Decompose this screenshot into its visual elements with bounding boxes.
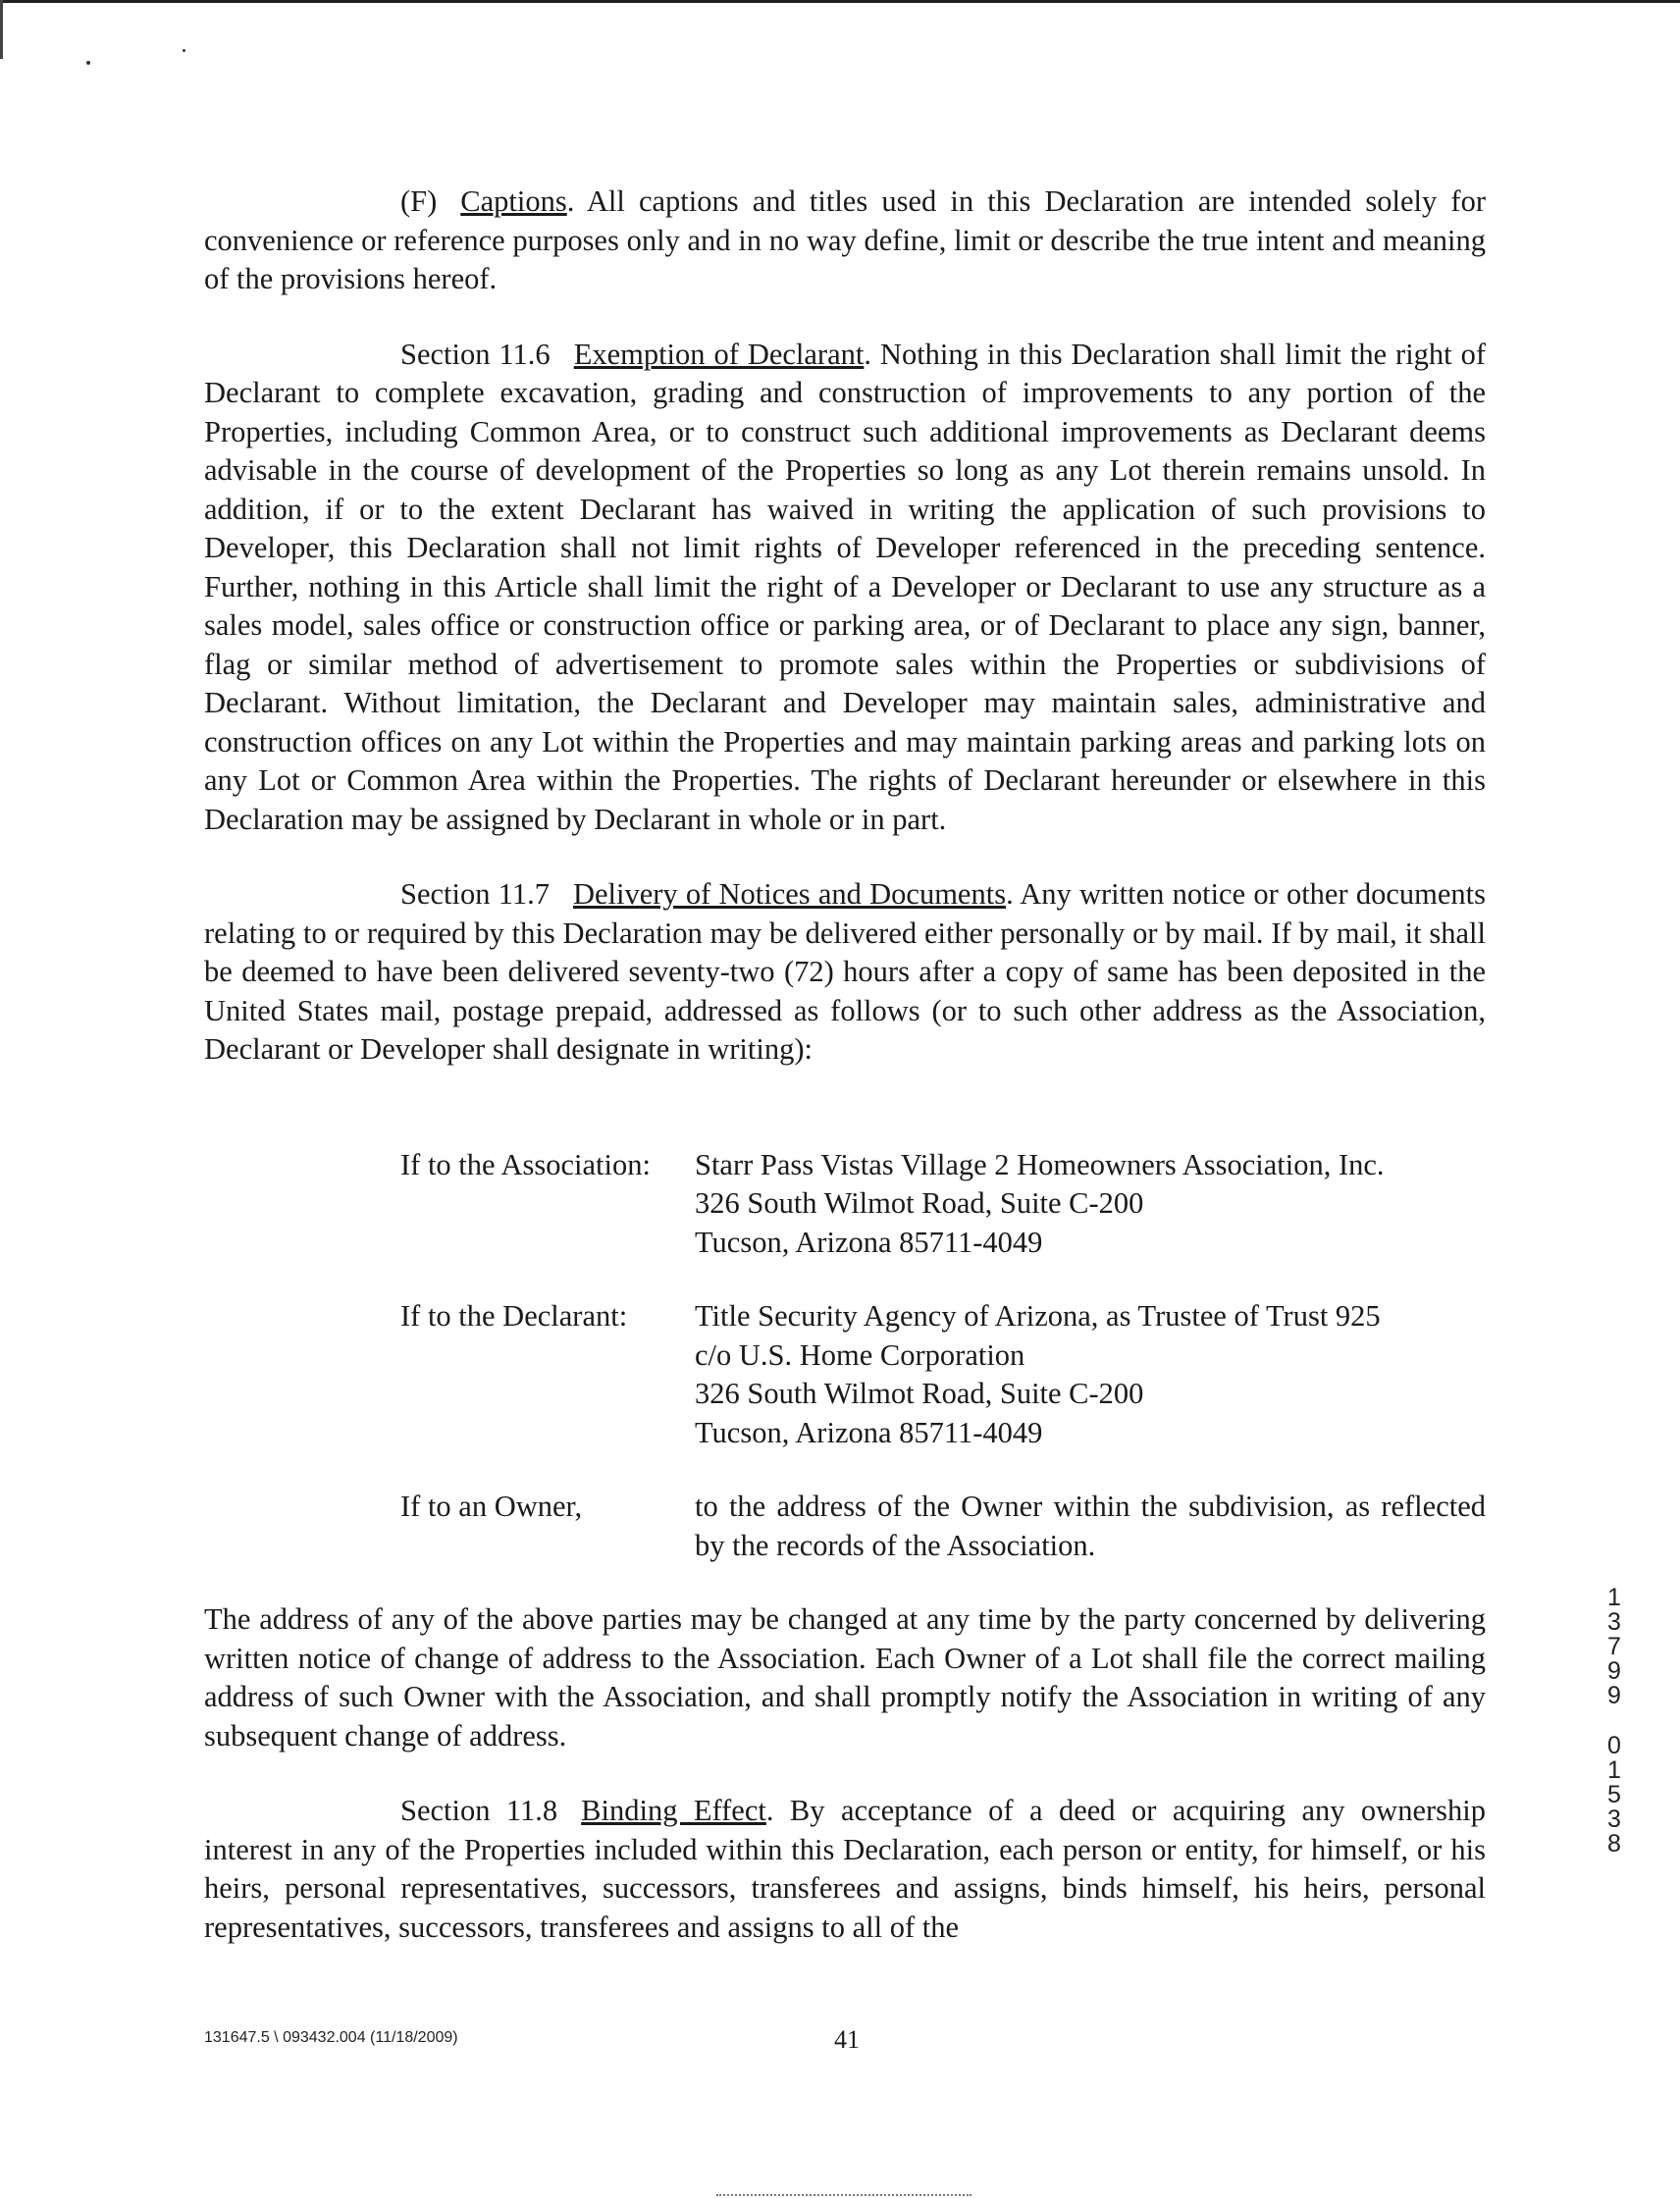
paragraph-address-change: The address of any of the above parties may be changed at any time by the party concerned by delivering written notice of change of address to the Association. Each Owner of a Lot shall file the correct mailing address of such Owner with the Association, and shall promptly notify the Association in writing of any subsequent change of address. — [204, 1602, 1486, 1753]
address-declarant-label: If to the Declarant: — [400, 1299, 628, 1333]
stamp-digit: 9 — [1607, 1657, 1621, 1685]
stamp-digit: 9 — [1607, 1682, 1621, 1709]
section-11-6-number: Section 11.6 — [400, 337, 551, 371]
stamp-digit: 0 — [1607, 1732, 1621, 1759]
captions-marker: (F) — [400, 184, 438, 218]
stamp-gap — [1598, 1708, 1631, 1734]
scan-left-edge — [0, 0, 3, 59]
address-owner-label: If to an Owner, — [400, 1490, 583, 1523]
section-11-7-number: Section 11.7 — [400, 877, 550, 911]
section-11-8-heading: Binding Effect — [581, 1794, 766, 1827]
scan-top-border — [0, 0, 1680, 3]
footer-reference: 131647.5 \ 093432.004 (11/18/2009) — [204, 2029, 458, 2046]
document-body — [204, 183, 1486, 1947]
address-line: Tucson, Arizona 85711-4049 — [695, 1415, 1043, 1449]
section-11-8-text: . By acceptance of a deed or acquiring any ownership interest in any of the Properties included within this Declaration, each person or entity, for himself, or his heirs, personal representatives, successors, transferees and assigns, binds himself, his heirs, personal representatives, successors, transferees and assigns to all of the — [204, 1794, 1486, 1944]
address-association-label: If to the Association: — [400, 1147, 651, 1181]
address-line: Starr Pass Vistas Village 2 Homeowners Association, Inc. — [695, 1147, 1385, 1181]
stamp-digit: 1 — [1607, 1584, 1621, 1611]
paragraph-section-11-8 — [204, 1792, 1486, 1947]
address-owner — [400, 1488, 1486, 1565]
address-association — [400, 1146, 1486, 1263]
scan-speck — [183, 49, 185, 52]
captions-heading: Captions — [460, 184, 567, 218]
address-line: c/o U.S. Home Corporation — [695, 1337, 1025, 1372]
paragraph-section-11-6 — [204, 336, 1486, 840]
scan-speck — [86, 61, 90, 65]
section-11-6-text: . Nothing in this Declaration shall limit the right of Declarant to complete excavation, grading and construction of improvements to any portion of the Properties, including Common Area, or to construct such additional improvements as Declarant deems advisable in the course of development of the Properties so long as any Lot therein remains unsold. In addition, if or to the extent Declarant has waived in writing the application of such provisions to Developer, this Declaration shall not limit rights of Developer referenced in the preceding sentence. Further, nothing in this Article shall limit the right of a Developer or Declarant to use any structure as a sales model, sales office or construction office or parking area, or of Declarant to place any sign, banner, flag or similar method of advertisement to promote sales within the Properties or subdivisions of Declarant. Without limitation, the Declarant and Developer may maintain sales, administrative and construction offices on any Lot within the Properties and may maintain parking areas and parking lots on any Lot or Common Area within the Properties. The rights of Declarant hereunder or elsewhere in this Declaration may be assigned by Declarant in whole or in part. — [204, 337, 1487, 836]
paragraph-captions — [204, 183, 1486, 299]
address-declarant — [400, 1297, 1486, 1452]
captions-text: . All captions and titles used in this Declaration are intended solely for convenience or reference purposes only and in no way define, limit or describe the true intent and meaning of the provisions hereof. — [204, 184, 1486, 295]
stamp-digit: 8 — [1607, 1830, 1621, 1858]
stamp-digit: 5 — [1607, 1781, 1621, 1808]
scan-bottom-dots — [716, 2194, 971, 2196]
address-line: 326 South Wilmot Road, Suite C-200 — [695, 1186, 1144, 1220]
section-11-8-number: Section 11.8 — [400, 1794, 558, 1827]
address-line: 326 South Wilmot Road, Suite C-200 — [695, 1377, 1144, 1410]
stamp-digit: 3 — [1607, 1806, 1621, 1833]
section-11-7-heading: Delivery of Notices and Documents — [572, 877, 1007, 911]
page-number: 41 — [834, 2025, 860, 2054]
address-line: Tucson, Arizona 85711-4049 — [695, 1225, 1043, 1259]
address-owner-text: to the address of the Owner within the subdivision, as reflected by the records of the Association. — [695, 1490, 1486, 1562]
stamp-digit: 7 — [1607, 1633, 1621, 1660]
stamp-digit: 3 — [1607, 1608, 1621, 1636]
stamp-digit: 1 — [1607, 1756, 1621, 1784]
address-block — [400, 1146, 1486, 1566]
recording-stamp — [1598, 1586, 1631, 1857]
paragraph-section-11-7 — [204, 875, 1486, 1070]
section-11-6-heading: Exemption of Declarant — [573, 337, 865, 371]
section-11-7-text: . Any written notice or other documents relating to or required by this Declaration may be delivered either personally or by mail. If by mail, it shall be deemed to have been delivered seventy-two (72) hours after a copy of same has been deposited in the United States mail, postage prepaid, addressed as follows (or to such other address as the Association, Declarant or Developer shall designate in writing): — [204, 877, 1486, 1066]
address-line: Title Security Agency of Arizona, as Trustee of Trust 925 — [695, 1299, 1381, 1333]
